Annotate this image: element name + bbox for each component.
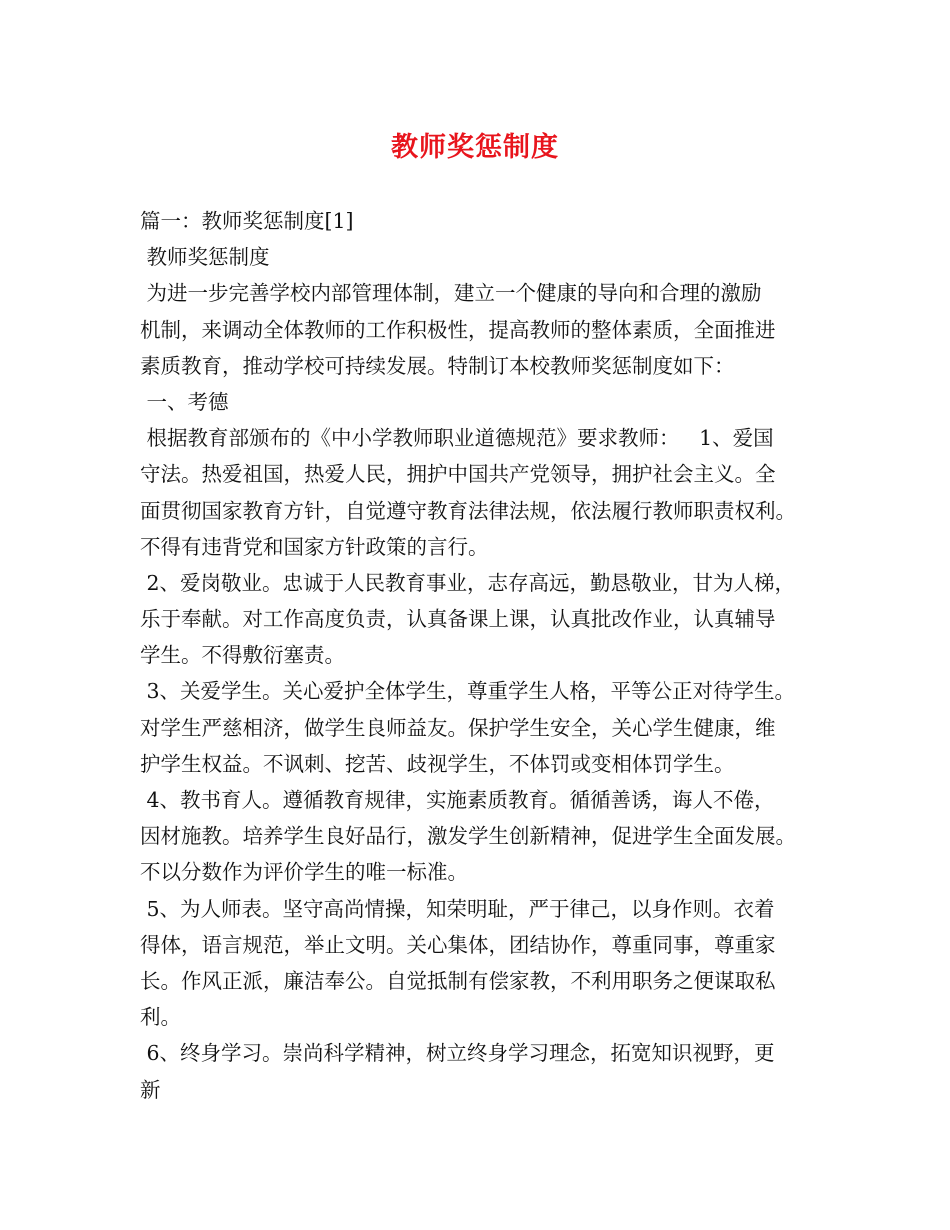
text-line: 机制，来调动全体教师的工作积极性，提高教师的整体素质，全面推进 (140, 317, 776, 342)
text-line: 学生。不得敷衍塞责。 (140, 643, 345, 668)
text-line: 5、为人师表。坚守高尚情操，知荣明耻，严于律己，以身作则。衣着 (140, 896, 775, 921)
text-line: 对学生严慈相济，做学生良师益友。保护学生安全，关心学生健康，维 (140, 715, 776, 740)
text-line: 利。 (140, 1005, 181, 1030)
text-line: 教师奖惩制度 (140, 245, 270, 270)
text-line: 因材施教。培养学生良好品行，激发学生创新精神，促进学生全面发展。 (140, 824, 796, 849)
document-title: 教师奖惩制度 (391, 132, 559, 163)
text-line: 6、终身学习。崇尚科学精神，树立终身学习理念，拓宽知识视野，更 (140, 1041, 775, 1066)
text-line: 新 (140, 1077, 161, 1102)
text-line: 守法。热爱祖国，热爱人民，拥护中国共产党领导，拥护社会主义。全 (140, 462, 776, 487)
text-line: 根据教育部颁布的《中小学教师职业道德规范》要求教师： 1、爱国 (140, 426, 774, 451)
text-line: 4、教书育人。遵循教育规律，实施素质教育。循循善诱，诲人不倦， (140, 788, 775, 812)
document-body (140, 203, 820, 1108)
text-line: 不得有违背党和国家方针政策的言行。 (140, 534, 489, 559)
text-line: 3、关爱学生。关心爱护全体学生，尊重学生人格，平等公正对待学生。 (140, 679, 796, 704)
text-line: 素质教育，推动学校可持续发展。特制订本校教师奖惩制度如下： (140, 353, 735, 378)
text-line: 护学生权益。不讽刺、挖苦、歧视学生，不体罚或变相体罚学生。 (140, 751, 735, 776)
text-line: 长。作风正派，廉洁奉公。自觉抵制有偿家教，不利用职务之便谋取私 (140, 968, 776, 993)
text-line: 篇一：教师奖惩制度[1] (140, 209, 354, 233)
text-line: 乐于奉献。对工作高度负责，认真备课上课，认真批改作业，认真辅导 (140, 607, 776, 632)
text-line: 不以分数作为评价学生的唯一标准。 (140, 860, 468, 885)
text-line: 为进一步完善学校内部管理体制，建立一个健康的导向和合理的激励 (140, 281, 762, 306)
text-line: 面贯彻国家教育方针，自觉遵守教育法律法规，依法履行教师职责权利。 (140, 498, 796, 523)
text-line: 得体，语言规范，举止文明。关心集体，团结协作，尊重同事，尊重家 (140, 932, 776, 957)
text-line: 一、考德 (140, 389, 229, 414)
text-line: 2、爱岗敬业。忠诚于人民教育事业，志存高远，勤恳敬业，甘为人梯， (140, 570, 796, 595)
